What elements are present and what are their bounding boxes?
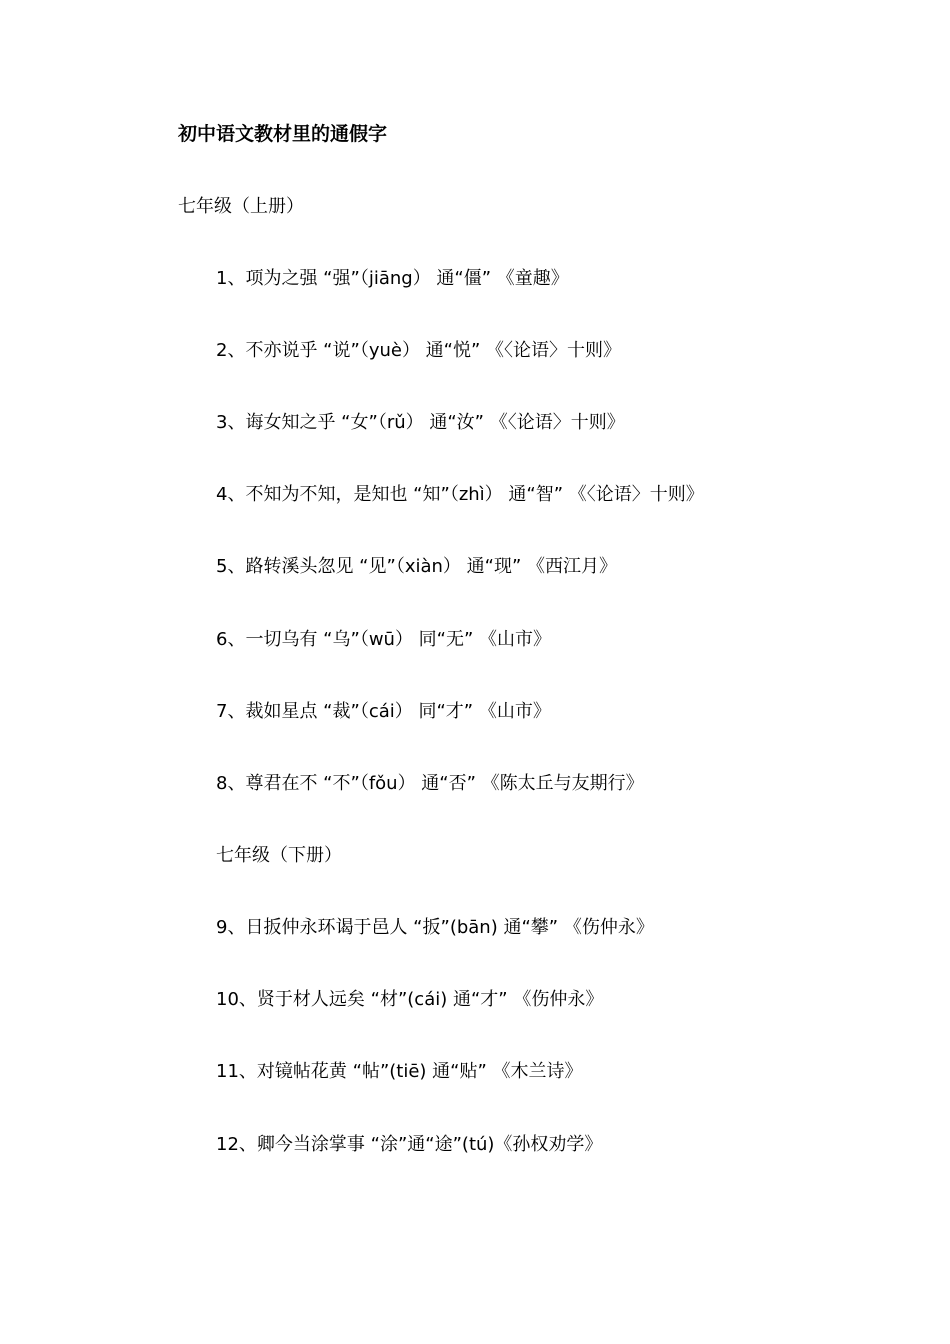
section-heading-grade7-vol2: 七年级（下册） (216, 845, 342, 866)
section-heading-grade7-vol1: 七年级（上册） (178, 196, 304, 217)
list-item: 10、贤于材人远矣 “材”(cái) 通“才” 《伤仲永》 (216, 989, 604, 1010)
list-item: 7、裁如星点 “裁”（cái） 同“才” 《山市》 (216, 701, 551, 722)
list-item: 9、日扳仲永环谒于邑人 “扳”(bān) 通“攀” 《伤仲永》 (216, 917, 654, 938)
list-item: 3、诲女知之乎 “女”（rǔ） 通“汝” 《〈论语〉十则》 (216, 412, 625, 433)
list-item: 5、路转溪头忽见 “见”（xiàn） 通“现” 《西江月》 (216, 556, 618, 577)
list-item: 12、卿今当涂掌事 “涂”通“途”(tú)《孙权劝学》 (216, 1134, 603, 1155)
list-item: 2、不亦说乎 “说”（yuè） 通“悦” 《〈论语〉十则》 (216, 340, 622, 361)
list-item: 1、项为之强 “强”（jiāng） 通“僵” 《童趣》 (216, 268, 569, 289)
list-item: 11、对镜帖花黄 “帖”(tiē) 通“贴” 《木兰诗》 (216, 1061, 583, 1082)
list-item: 4、不知为不知，是知也 “知”（zhì） 通“智” 《〈论语〉十则》 (216, 484, 704, 505)
document-title: 初中语文教材里的通假字 (178, 123, 388, 145)
list-item: 6、一切乌有 “乌”（wū） 同“无” 《山市》 (216, 629, 552, 650)
list-item: 8、尊君在不 “不”（fǒu） 通“否” 《陈太丘与友期行》 (216, 773, 644, 794)
